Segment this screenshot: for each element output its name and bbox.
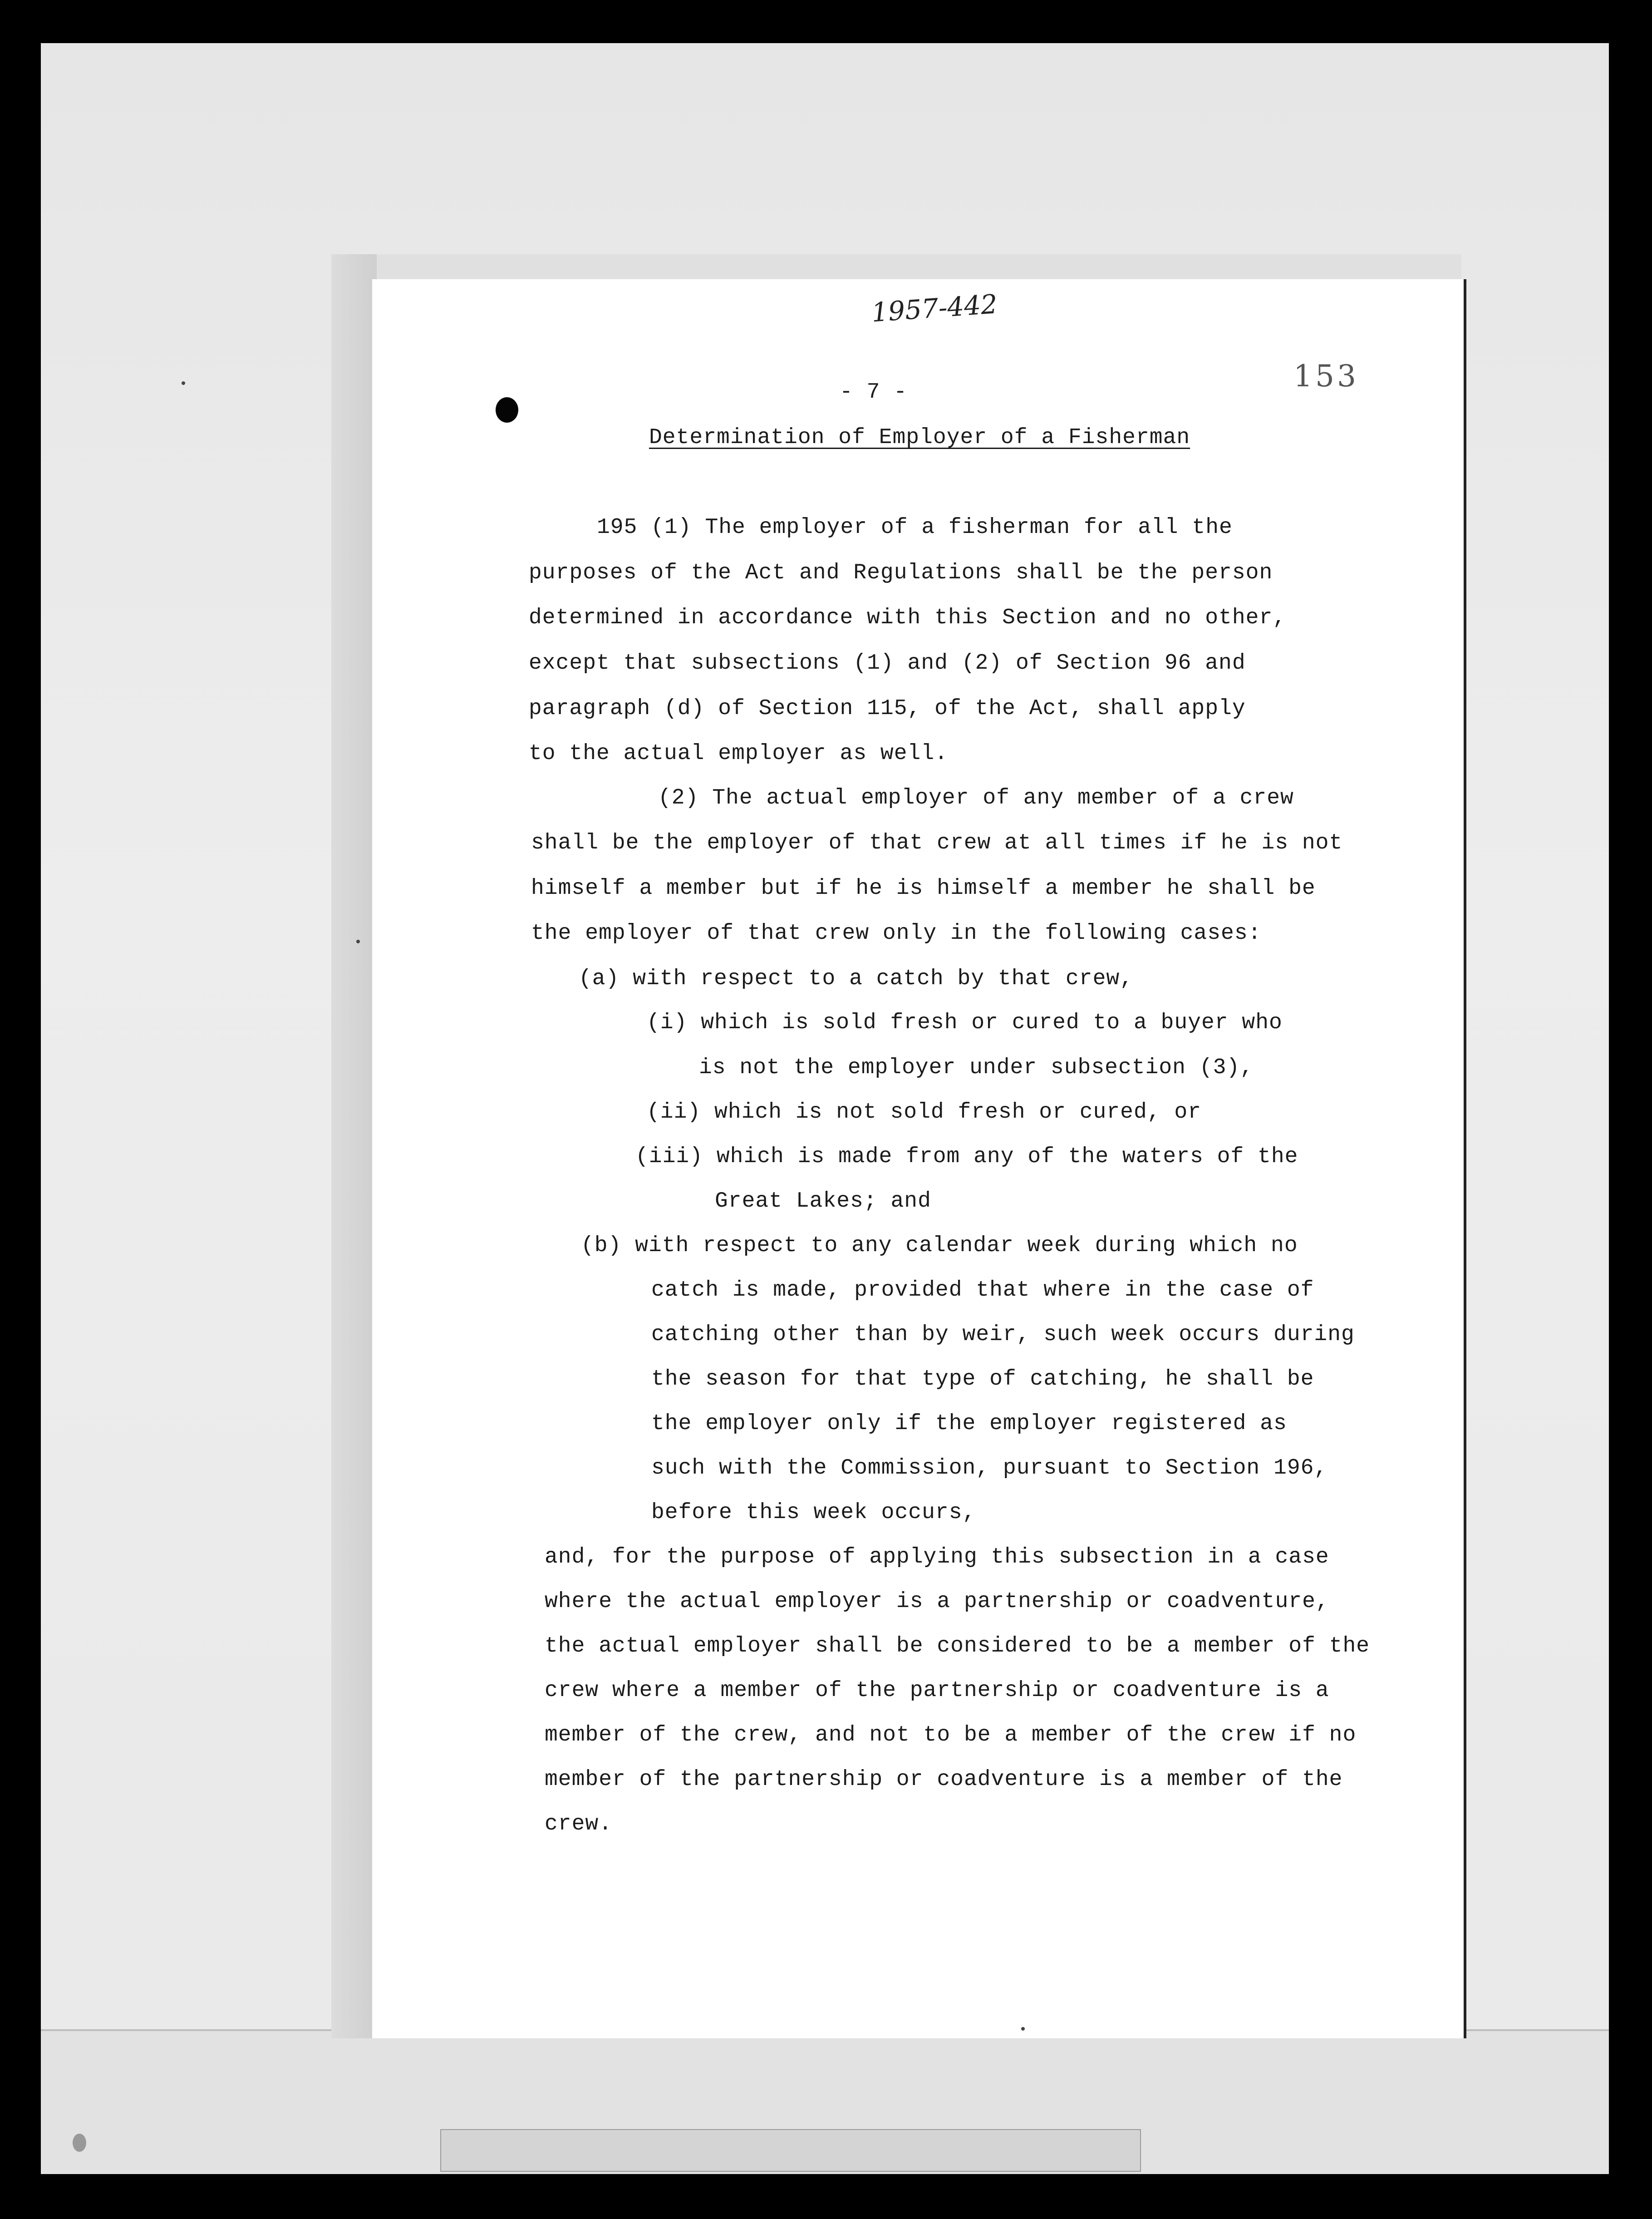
dust-speck (182, 381, 185, 385)
body-line: catch is made, provided that where in the case of (651, 1278, 1314, 1302)
folio-number: 153 (1293, 359, 1359, 394)
body-line: is not the employer under subsection (3), (699, 1055, 1254, 1080)
subclause-ii: (ii) which is not sold fresh or cured, or (647, 1100, 1201, 1124)
punch-hole (496, 397, 518, 423)
typed-page (372, 279, 1466, 2038)
body-line: paragraph (d) of Section 115, of the Act, shall apply (529, 696, 1246, 721)
dust-speck (356, 940, 360, 943)
body-line: member of the crew, and not to be a member of the crew if no (545, 1723, 1357, 1747)
body-line: the employer of that crew only in the following cases: (531, 921, 1262, 946)
body-line: before this week occurs, (651, 1500, 976, 1525)
body-line: (2) The actual employer of any member of a crew (658, 786, 1294, 810)
body-line: the season for that type of catching, he shall be (651, 1367, 1314, 1391)
body-line: catching other than by weir, such week occurs during (651, 1322, 1355, 1347)
handwritten-reference: 1957-442 (870, 288, 998, 328)
body-line: member of the partnership or coadventure is a member of the (545, 1767, 1343, 1792)
clause-a: (a) with respect to a catch by that crew, (579, 966, 1133, 991)
body-line: the employer only if the employer registered as (651, 1411, 1287, 1436)
body-line: shall be the employer of that crew at all times if he is not (531, 831, 1343, 855)
body-line: crew. (545, 1812, 613, 1836)
body-line: purposes of the Act and Regulations shall be the person (529, 561, 1273, 585)
subclause-iii: (iii) which is made from any of the waters of the (635, 1144, 1298, 1169)
body-line: 195 (1) The employer of a fisherman for all the (597, 515, 1233, 540)
subclause-i: (i) which is sold fresh or cured to a buyer who (647, 1011, 1283, 1035)
body-line: to the actual employer as well. (529, 741, 948, 766)
page-number: - 7 - (840, 380, 908, 404)
body-line: Great Lakes; and (715, 1189, 931, 1213)
section-heading: Determination of Employer of a Fisherman (649, 425, 1190, 450)
film-strip-label (440, 2129, 1141, 2172)
dust-speck (1021, 2027, 1025, 2031)
body-line: except that subsections (1) and (2) of Section 96 and (529, 651, 1246, 676)
sheet-shadow-left (331, 254, 377, 2038)
body-line: such with the Commission, pursuant to Section 196, (651, 1456, 1328, 1480)
body-line: where the actual employer is a partnership or coadventure, (545, 1589, 1329, 1614)
body-line: crew where a member of the partnership or coadventure is a (545, 1678, 1329, 1703)
sheet-shadow-top (331, 254, 1461, 281)
body-line: determined in accordance with this Section and no other, (529, 606, 1287, 630)
body-line: himself a member but if he is himself a member he shall be (531, 876, 1316, 901)
body-line: the actual employer shall be considered to be a member of the (545, 1634, 1370, 1658)
dust-speck (73, 2134, 86, 2152)
clause-b: (b) with respect to any calendar week during which no (581, 1233, 1298, 1258)
body-line: and, for the purpose of applying this subsection in a case (545, 1545, 1329, 1569)
